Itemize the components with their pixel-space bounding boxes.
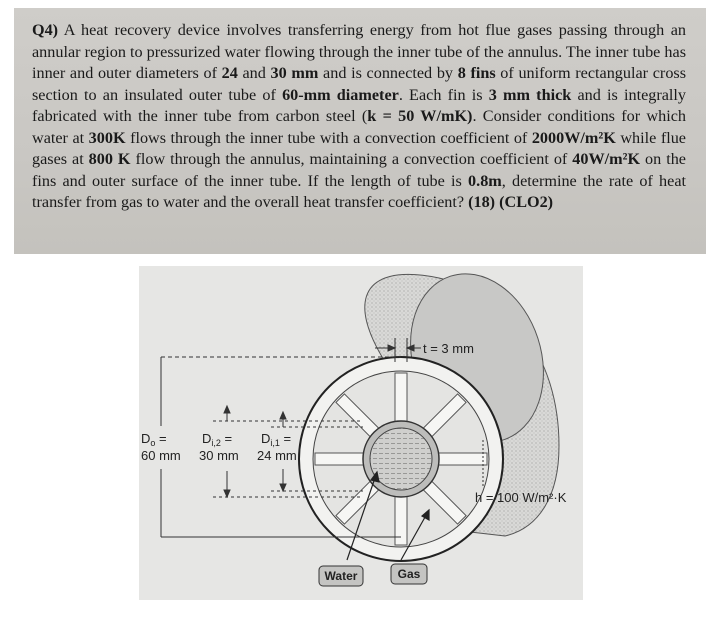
di2-value: 30 mm: [199, 448, 239, 463]
fin: [395, 373, 407, 423]
h-coefficient-label: h = 100 W/m²·K: [475, 490, 567, 505]
marks-clo: (18) (CLO2): [468, 193, 554, 211]
question-number: Q4): [32, 21, 59, 39]
figure-svg: [139, 266, 583, 600]
di2-label: $D_{i,2}$ =: [202, 431, 233, 448]
di1-label: $D_{i,1}$ =: [261, 431, 292, 448]
fin: [437, 453, 487, 465]
fin: [315, 453, 365, 465]
water-tag: [319, 566, 363, 586]
water-label: Water: [324, 569, 358, 583]
di1-value: 24 mm: [257, 448, 297, 463]
fin-thickness-label: t = 3 mm: [423, 341, 474, 356]
do-value: 60 mm: [141, 448, 181, 463]
heat-exchanger-figure: [139, 266, 583, 600]
gas-tag: [391, 564, 427, 584]
question-text-block: [14, 8, 706, 254]
gas-label: Gas: [397, 567, 421, 581]
do-label: $D_o$ =: [141, 431, 167, 448]
question-paragraph: Q4) A heat recovery device involves transferring energy from hot flue gases passing through an annular region to pressurized water flowing through the inner tube of the annulus. The inner tube has inner and outer diameters of 24 and 30 mm and is connected by 8 fins of uniform rectangular cross section to an insulated outer tube of 60-mm diameter. Each fin is 3 mm thick and is integrally fabricated with the inner tube from carbon steel (k = 50 W/mK). Consider conditions for which water at 300K flows through the inner tube with a convection coefficient of 2000W/m²K while flue gases at 800 K flow through the annulus, maintaining a convection coefficient of 40W/m²K on the fins and outer surface of the inner tube. If the length of tube is 0.8m, determine the rate of heat transfer from gas to water and the overall heat transfer coefficient? (18) (CLO2): [32, 21, 687, 211]
